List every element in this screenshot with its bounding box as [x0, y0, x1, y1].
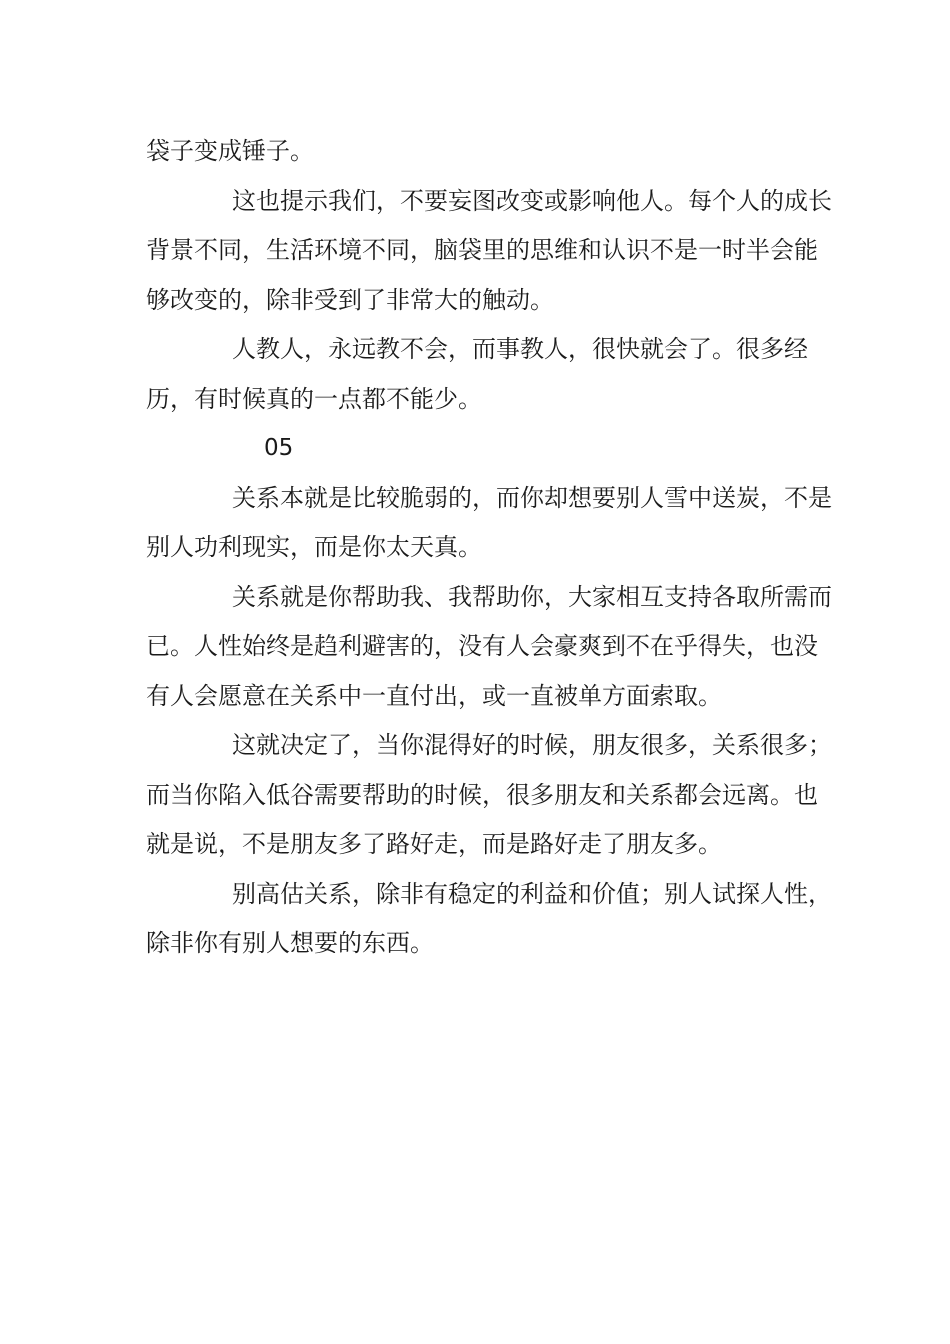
paragraph: 这就决定了，当你混得好的时候，朋友很多，关系很多；而当你陷入低谷需要帮助的时候，很多朋友和关系都会远离。也就是说，不是朋友多了路好走，而是路好走了朋友多。 — [146, 731, 832, 858]
document-body — [146, 127, 836, 969]
paragraph: 这也提示我们，不要妄图改变或影响他人。每个人的成长背景不同，生活环境不同，脑袋里的思维和认识不是一时半会能够改变的，除非受到了非常大的触动。 — [146, 186, 832, 314]
paragraph: 关系就是你帮助我、我帮助你，大家相互支持各取所需而已。人性始终是趋利避害的，没有人会豪爽到不在乎得失，也没有人会愿意在关系中一直付出，或一直被单方面索取。 — [146, 582, 832, 710]
paragraph: 关系本就是比较脆弱的，而你却想要别人雪中送炭，不是别人功利现实，而是你太天真。 — [146, 483, 832, 561]
paragraph: 人教人，永远教不会，而事教人，很快就会了。很多经历，有时候真的一点都不能少。 — [146, 335, 808, 413]
section-number: 05 — [264, 435, 294, 461]
paragraph: 别高估关系，除非有稳定的利益和价值；别人试探人性，除非你有别人想要的东西。 — [146, 879, 832, 957]
paragraph-continuation: 袋子变成锤子。 — [146, 137, 314, 165]
